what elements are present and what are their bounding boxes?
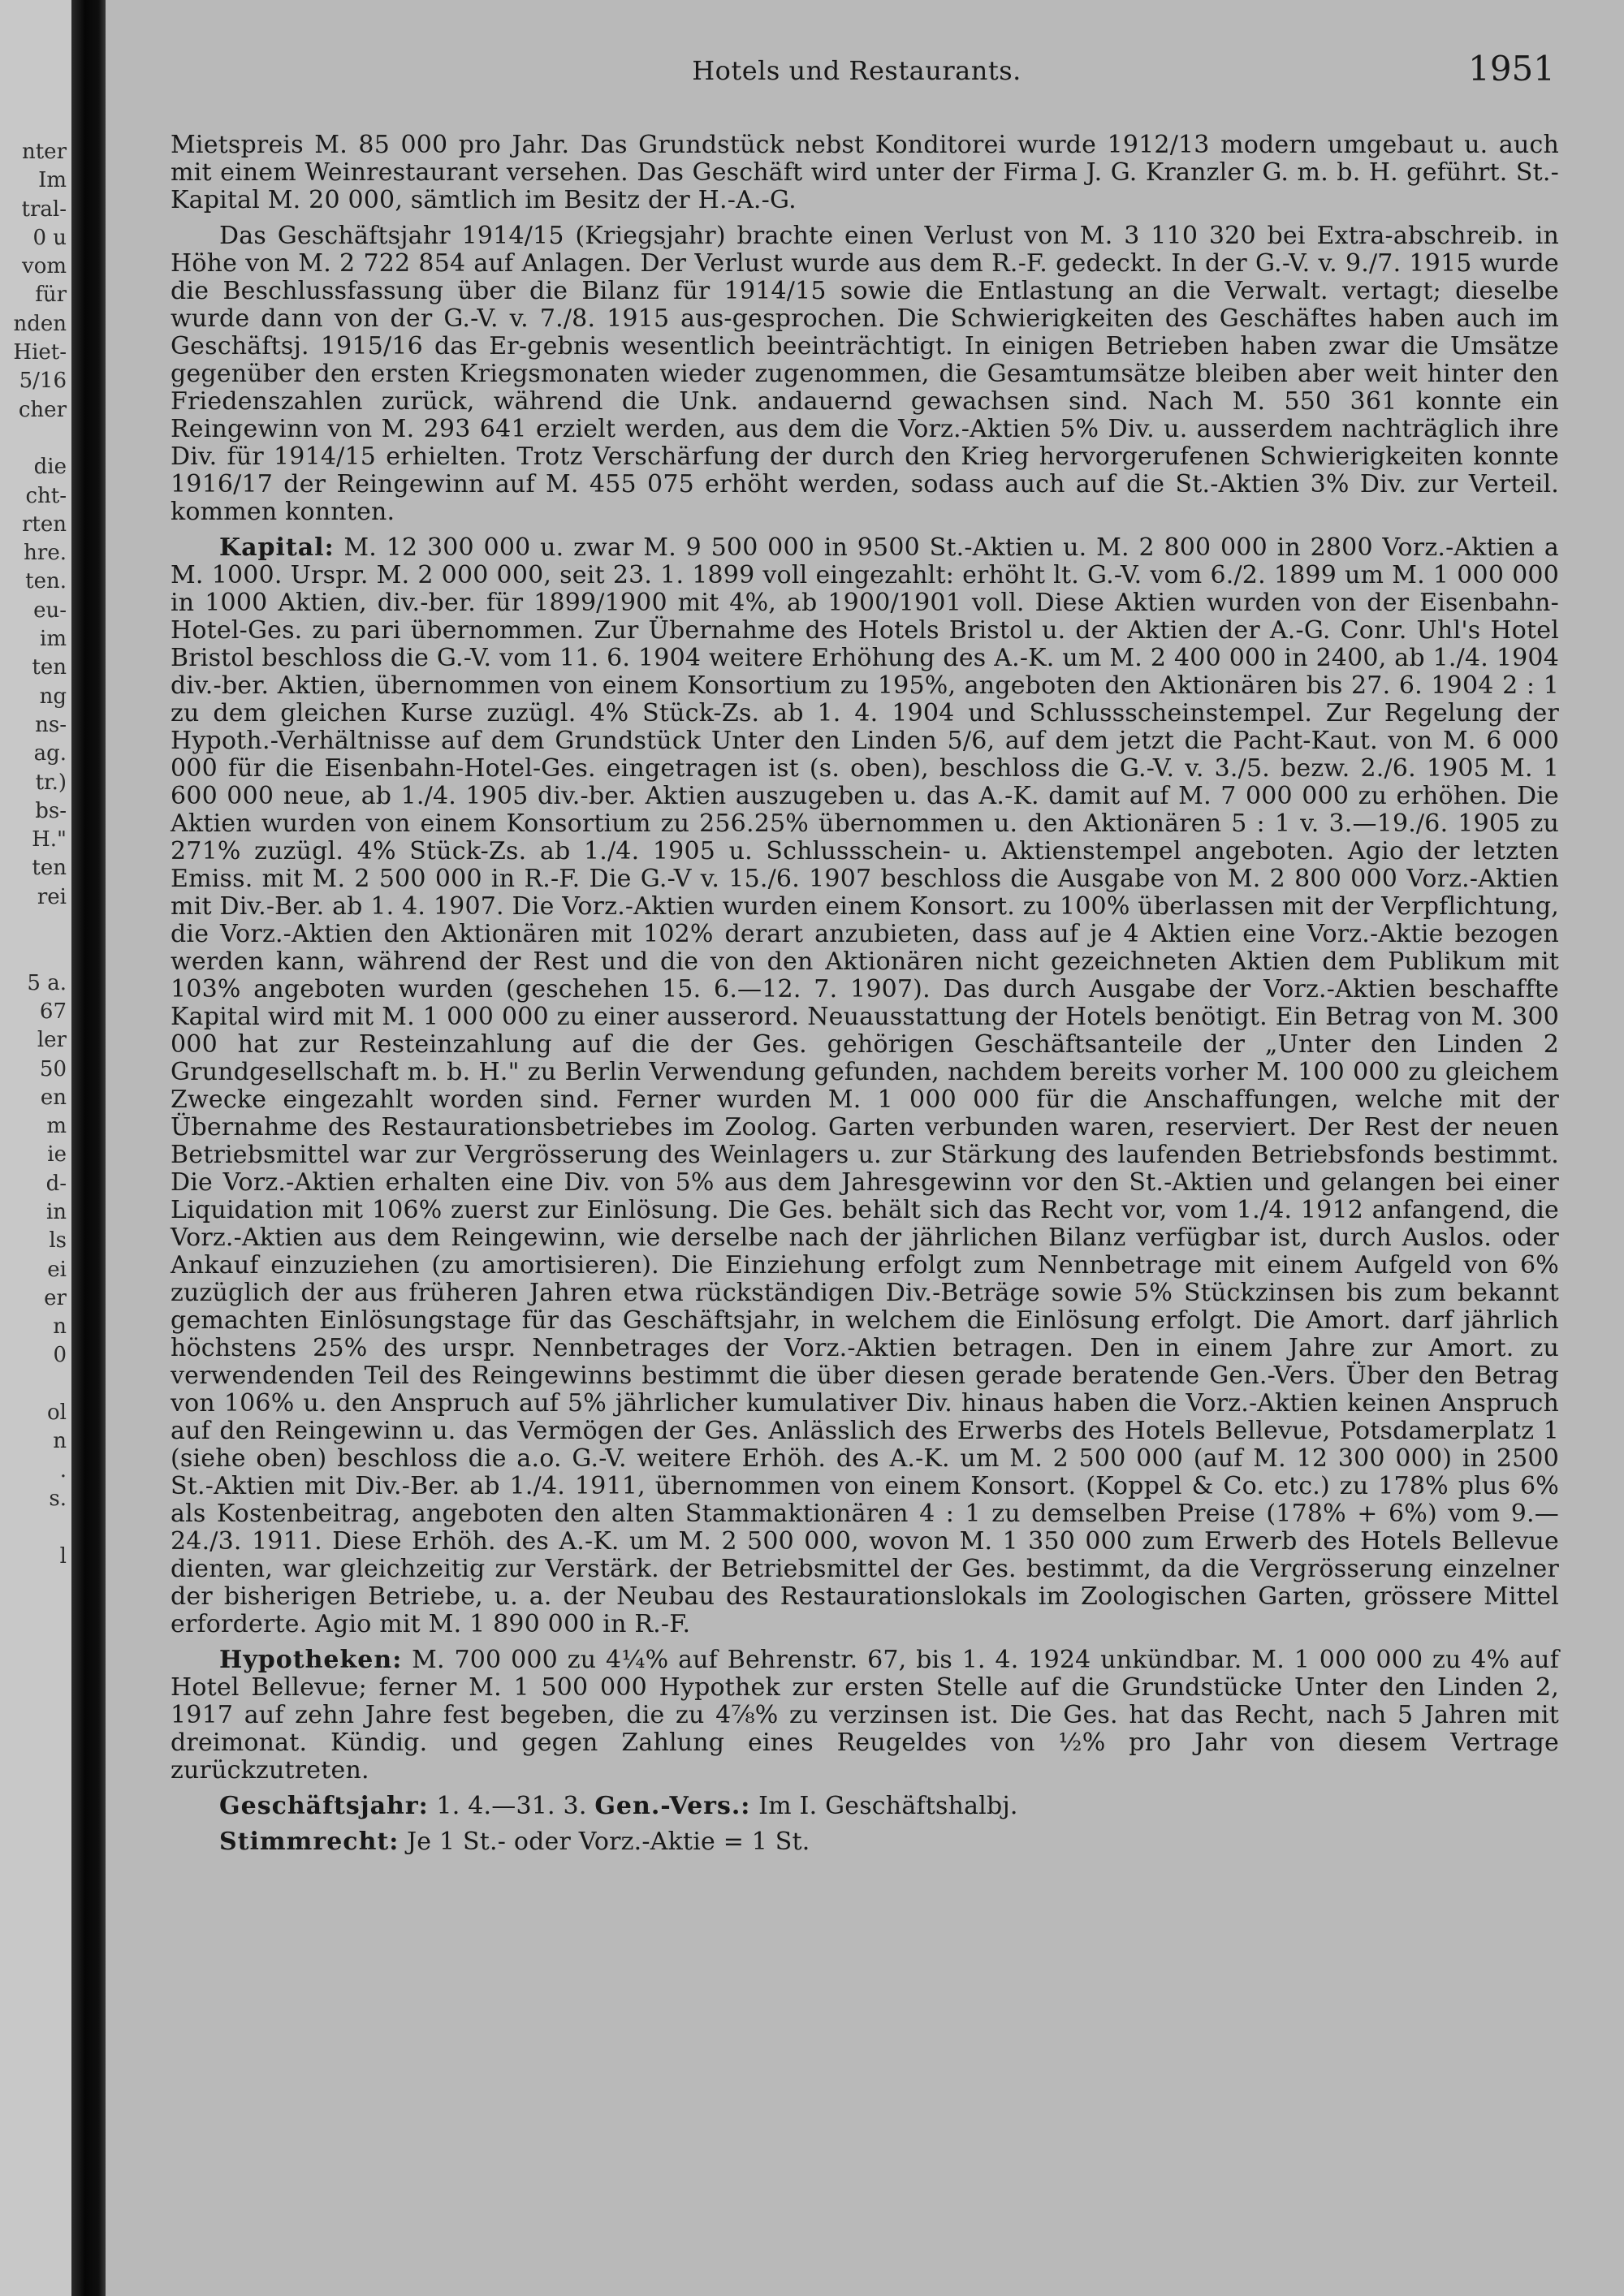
fragment-line xyxy=(0,1657,71,1685)
fragment-line xyxy=(0,1599,71,1628)
hypotheken-text: M. 700 000 zu 4¼% auf Behrenstr. 67, bis 1. 4. 1924 unkündbar. M. 1 000 000 zu 4% auf Hotel Bellevue; ferner M. 1 500 000 Hypothek zur ersten Stelle auf die Grundstücke Unter den Linden 2, 1917 auf zehn Jahre fest begeben, die zu 4⅞% zu verzinsen ist. Die Ges. hat das Recht, nach 5 Jahren mit dreimonat. Kündig. und gegen Zahlung eines Reugeldes von ½% pro Jahr von diesem Vertrage zurückzutreten. xyxy=(171,1646,1559,1785)
fragment-line: rei xyxy=(37,884,67,909)
paragraph-rent-building: Mietspreis M. 85 000 pro Jahr. Das Grundstück nebst Konditorei wurde 1912/13 modern umgebaut u. auch mit einem Weinrestaurant versehen. Das Geschäft wird unter der Firma J. G. Kranzler G. m. b. H. geführt. St.-Kapital M. 20 000, sämtlich im Besitz der H.-A.-G. xyxy=(171,131,1559,214)
fragment-line: ng xyxy=(39,684,67,709)
fragment-line: eu- xyxy=(33,598,67,623)
book-binding-gutter xyxy=(71,0,106,2296)
fragment-line: 67 xyxy=(39,999,67,1024)
fragment-line: rten xyxy=(21,511,67,537)
fragment-line: nden xyxy=(13,311,67,336)
kapital-text: M. 12 300 000 u. zwar M. 9 500 000 in 9500 St.-Aktien u. M. 2 800 000 in 2800 Vorz.-Aktien a M. 1000. Urspr. M. 2 000 000, seit 23. 1. 1899 voll eingezahlt: erhöht lt. G.-V. vom 6./2. 1899 um M. 1 000 000 in 1000 Aktien, div.-ber. für 1899/1900 mit 4%, ab 1900/1901 voll. Diese Aktien wurden von der Eisenbahn-Hotel-Ges. zu pari übernommen. Zur Übernahme des Hotels Bristol u. der Aktien der A.-G. Conr. Uhl's Hotel Bristol beschloss die G.-V. vom 11. 6. 1904 weitere Erhöhung des A.-K. um M. 2 400 000 in 2400, ab 1./4. 1904 div.-ber. Aktien, übernommen von einem Konsortium zu 195%, angeboten den Aktionären bis 27. 6. 1904 2 : 1 zu dem gleichen Kurse zuzügl. 4% Stück-Zs. ab 1. 4. 1904 und Schlussscheinstempel. Zur Regelung der Hypoth.-Verhältnisse auf dem Grundstück Unter den Linden 5/6, auf dem jetzt die Pacht-Kaut. von M. 6 000 000 für die Eisenbahn-Hotel-Ges. eingetragen ist (s. oben), beschloss die G.-V. v. 3./5. bezw. 2./6. 1905 M. 1 600 000 neue, ab 1./4. 1905 div.-ber. Aktien auszugeben u. das A.-K. damit auf M. 7 000 000 zu erhöhen. Die Aktien wurden von einem Konsortium zu 256.25% übernommen u. den Aktionären 5 : 1 v. 3.—19./6. 1905 zu 271% zuzügl. 4% Stück-Zs. ab 1./4. 1905 u. Schlussschein- u. Aktienstempel angeboten. Agio der letzten Emiss. mit M. 2 500 000 in R.-F. Die G.-V v. 15./6. 1907 beschloss die Ausgabe von M. 2 800 000 Vorz.-Aktien mit Div.-Ber. ab 1. 4. 1907. Die Vorz.-Aktien wurden einem Konsort. zu 100% überlassen mit der Verpflichtung, die Vorz.-Aktien den Aktionären mit 102% derart anzubieten, dass auf je 4 Aktien eine Vorz.-Aktie bezogen werden kann, während der Rest und die von den Aktionären nicht gezeichneten Aktien dem Publikum mit 103% angeboten wurden (geschehen 15. 6.—12. 7. 1907). Das durch Ausgabe der Vorz.-Aktien beschaffte Kapital wird mit M. 1 000 000 zu einer ausserord. Neuausstattung der Hotels benötigt. Ein Betrag von M. 300 000 hat zur Resteinzahlung auf die der Ges. gehörigen Geschäftsanteile der „Unter den Linden 2 Grundgesellschaft m. b. H." zu Berlin Verwendung gefunden, nachdem bereits vorher M. 100 000 zu gleichem Zwecke eingezahlt worden sind. Ferner wurden M. 1 000 000 für die Anschaffungen, welche mit der Übernahme des Restaurationsbetriebes im Zoolog. Garten verbunden waren, reserviert. Der Rest der neuen Betriebsmittel war zur Vergrösserung des Weinlagers u. zur Stärkung des laufenden Betriebsfonds bestimmt. Die Vorz.-Aktien erhalten eine Div. von 5% aus dem Jahresgewinn vor den St.-Aktien und gelangen bei einer Liquidation mit 106% zuerst zur Einlösung. Die Ges. behält sich das Recht vor, vom 1./4. 1912 anfangend, die Vorz.-Aktien aus dem Reingewinn, wie derselbe nach der jährlichen Bilanz verfügbar ist, durch Auslos. oder Ankauf einzuziehen (zu amortisieren). Die Einziehung erfolgt zum Nennbetrage mit einem Aufgeld von 6% zuzüglich der aus früheren Jahren etwa rückständigen Div.-Beträge sowie 5% Stückzinsen bis zum bekannt gemachten Einlösungstage für das Geschäftsjahr, in welchem die Einlösung erfolgt. Die Amort. darf jährlich höchstens 25% des urspr. Nennbetrages der Vorz.-Aktien betragen. Den in einem Jahre zur Amort. zu verwendenden Teil des Reingewinns bestimmt die über diesen gerade beratende Gen.-Vers. Über den Betrag von 106% u. den Anspruch auf 5% jährlicher kumulativer Div. hinaus haben die Vorz.-Aktien keinen Anspruch auf den Reingewinn u. das Vermögen der Ges. Anlässlich des Erwerbs des Hotels Bellevue, Potsdamerplatz 1 (siehe oben) beschloss die a.o. G.-V. weitere Erhöh. des A.-K. um M. 2 500 000 (auf M. 12 300 000) in 2500 St.-Aktien mit Div.-Ber. ab 1./4. 1911, übernommen von einem Konsort. (Koppel & Co. etc.) zu 178% plus 6% als Kostenbeitrag, angeboten den alten Stammaktionären 4 : 1 zu demselben Preise (178% + 6%) vom 9.—24./3. 1911. Diese Erhöh. des A.-K. um M. 2 500 000, wovon M. 1 350 000 zum Erwerb des Hotels Bellevue dienten, war gleichzeitig zur Verstärk. der Betriebsmittel der Ges. bestimmt, da die Vergrösserung einzelner der bisherigen Betriebe, u. a. der Neubau des Restaurationslokals im Zoologischen Garten, grössere Mittel erforderte. Agio mit M. 1 890 000 in R.-F. xyxy=(171,533,1559,1638)
fragment-line xyxy=(0,1685,71,1714)
fragment-line xyxy=(0,1370,71,1399)
section-hypotheken xyxy=(171,1646,1559,1785)
fragment-line: n xyxy=(53,1314,67,1340)
fragment-line: n xyxy=(53,1429,67,1454)
fragment-line: cht- xyxy=(25,483,67,508)
adjacent-page-fragment xyxy=(0,0,71,2296)
fragment-line: ol xyxy=(47,1400,67,1426)
fragment-line: ns- xyxy=(35,712,67,737)
fragment-line xyxy=(0,1743,71,1772)
fragment-line xyxy=(0,912,71,940)
fragment-line xyxy=(0,2230,71,2259)
fragment-line xyxy=(0,1513,71,1542)
fragment-line: nter xyxy=(21,140,67,164)
fragment-line xyxy=(0,1800,71,1828)
fragment-line: hre. xyxy=(24,541,67,566)
fragment-line xyxy=(0,2201,71,2229)
fragment-line: 0 xyxy=(53,1343,67,1368)
section-stimmrecht xyxy=(171,1828,1559,1856)
fragment-line xyxy=(0,1829,71,1858)
genvers-text: Im I. Geschäftshalbj. xyxy=(758,1792,1018,1820)
fragment-line: en xyxy=(40,1085,67,1110)
stimmrecht-text: Je 1 St.- oder Vorz.-Aktie = 1 St. xyxy=(407,1828,810,1856)
geschaeftsjahr-label: Geschäftsjahr: xyxy=(219,1792,429,1820)
fragment-line xyxy=(0,2087,71,2115)
fragment-line: für xyxy=(35,283,67,308)
fragment-line: vom xyxy=(22,254,67,279)
fragment-line: 5/16 xyxy=(19,369,67,394)
page-body xyxy=(171,132,1559,1864)
fragment-line xyxy=(0,2259,71,2287)
fragment-line: im xyxy=(40,627,67,652)
fragment-line xyxy=(0,2173,71,2201)
fragment-line: l xyxy=(59,1543,67,1569)
fragment-line: ie xyxy=(47,1142,67,1167)
page-number: 1951 xyxy=(1468,49,1555,88)
section-geschaeftsjahr xyxy=(171,1793,1559,1820)
fragment-line: 0 u xyxy=(32,225,67,250)
fragment-line: 50 xyxy=(39,1056,67,1081)
fragment-line: d- xyxy=(45,1171,67,1196)
fragment-line: ler xyxy=(37,1028,67,1053)
fragment-line: . xyxy=(59,1457,67,1482)
fragment-line xyxy=(0,2030,71,2058)
fragment-line: in xyxy=(45,1199,67,1224)
fragment-line xyxy=(0,1571,71,1599)
geschaeftsjahr-text: 1. 4.—31. 3. xyxy=(436,1792,587,1820)
fragment-line xyxy=(0,2115,71,2143)
fragment-line xyxy=(0,1886,71,1914)
fragment-line: die xyxy=(33,455,67,480)
fragment-line: er xyxy=(44,1285,67,1310)
section-kapital xyxy=(171,534,1559,1638)
fragment-line xyxy=(0,1914,71,1943)
fragment-line: 5 a. xyxy=(27,970,67,995)
fragment-line xyxy=(0,1714,71,1742)
running-title: Hotels und Restaurants. xyxy=(692,55,1021,86)
fragment-line xyxy=(0,425,71,453)
fragment-line xyxy=(0,2144,71,2173)
fragment-line: tral- xyxy=(21,196,67,222)
document-page xyxy=(106,0,1624,2296)
fragment-line xyxy=(0,2058,71,2087)
fragment-line xyxy=(0,2000,71,2029)
fragment-line xyxy=(0,1772,71,1800)
fragment-line: cher xyxy=(18,397,67,422)
fragment-spacer xyxy=(0,0,71,138)
fragment-line: H." xyxy=(32,827,67,852)
fragment-line: m xyxy=(46,1114,67,1139)
fragment-line: ag. xyxy=(33,741,67,766)
fragment-line: ten xyxy=(32,856,67,881)
paragraph-business-year-report: Das Geschäftsjahr 1914/15 (Kriegsjahr) brachte einen Verlust von M. 3 110 320 bei Extra-abschreib. in Höhe von M. 2 722 854 auf Anlagen. Der Verlust wurde aus dem R.-F. gedeckt. In der G.-V. v. 9./7. 1915 wurde die Beschlussfassung über die Bilanz für 1914/15 sowie die Entlastung an die Verwalt. vertagt; dieselbe wurde dann von der G.-V. v. 7./8. 1915 aus-gesprochen. Die Schwierigkeiten des Geschäftes haben auch im Geschäftsj. 1915/16 das Er-gebnis wesentlich beeinträchtigt. In einigen Betrieben haben zwar die Umsätze gegenüber den ersten Kriegsmonaten wieder zugenommen, die Gesamtumsätze bleiben aber weit hinter den Friedenszahlen zurück, während die Unk. andauernd gewachsen sind. Nach M. 550 361 konnte ein Reingewinn von M. 293 641 erzielt werden, aus dem die Vorz.-Aktien 5% Div. u. ausserdem nachträglich ihre Div. für 1914/15 erhielten. Trotz Verschärfung der durch den Krieg hervorgerufenen Schwierigkeiten konnte 1916/17 der Reingewinn auf M. 455 075 erhöht werden, sodass auch auf die St.-Aktien 3% Div. zur Verteil. kommen konnten. xyxy=(171,222,1559,526)
fragment-line: bs- xyxy=(35,798,67,823)
fragment-line xyxy=(0,1944,71,1972)
fragment-line xyxy=(0,2287,71,2296)
page-header xyxy=(158,49,1555,96)
genvers-label: Gen.-Vers.: xyxy=(594,1792,751,1820)
fragment-line: tr.) xyxy=(35,770,67,795)
kapital-label: Kapital: xyxy=(219,533,335,562)
fragment-line: s. xyxy=(49,1486,67,1511)
fragment-line: ei xyxy=(47,1257,67,1282)
fragment-line: Im xyxy=(38,168,67,193)
fragment-line: ls xyxy=(49,1228,67,1254)
stimmrecht-label: Stimmrecht: xyxy=(219,1828,400,1856)
fragment-line xyxy=(0,1628,71,1656)
hypotheken-label: Hypotheken: xyxy=(219,1646,403,1674)
fragment-line: Hiet- xyxy=(13,340,67,365)
fragment-line: ten xyxy=(32,655,67,680)
fragment-line xyxy=(0,940,71,969)
fragment-line: ten. xyxy=(25,569,67,594)
fragment-line xyxy=(0,1858,71,1886)
fragment-line xyxy=(0,1972,71,2000)
